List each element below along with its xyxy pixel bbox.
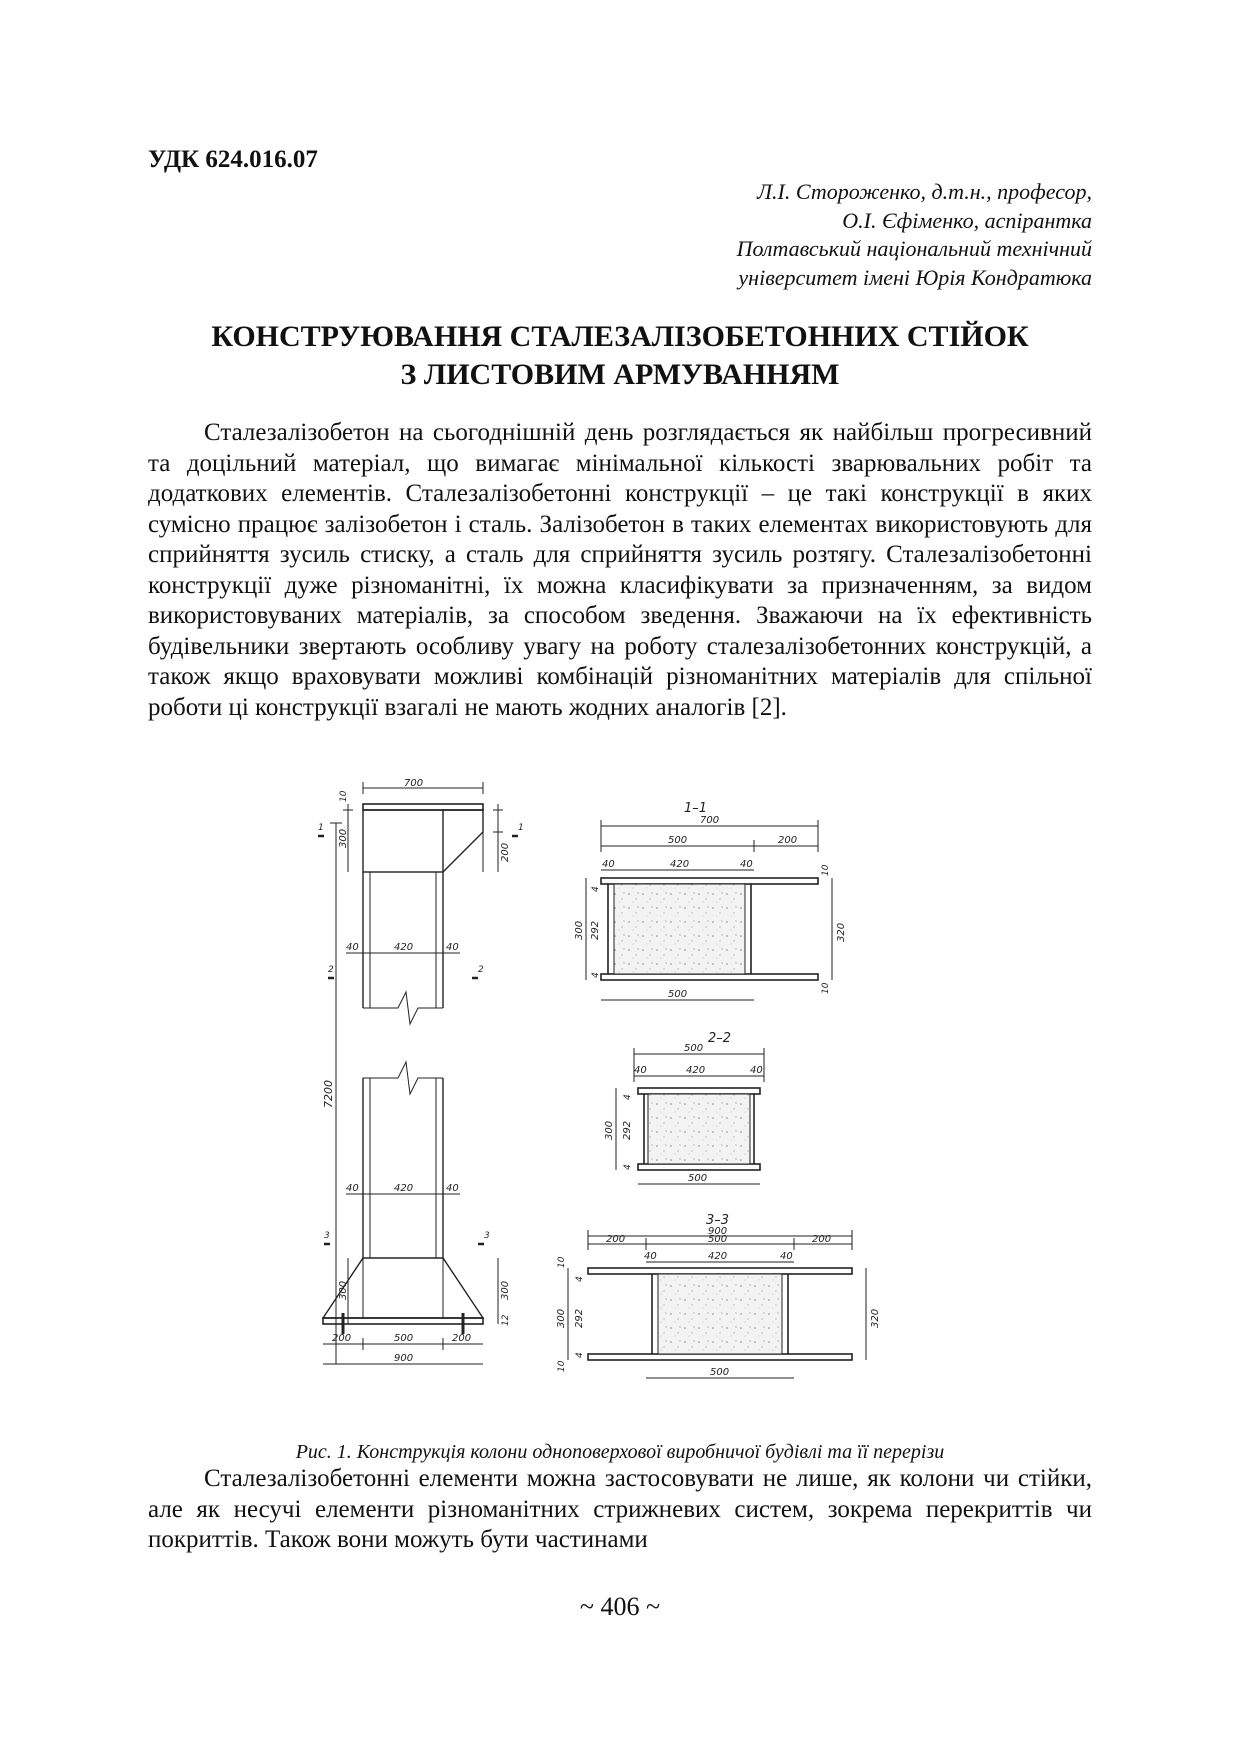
s3-part-3: 200	[812, 1234, 832, 1245]
section-mark-2-right: 2	[478, 965, 484, 975]
base-dim-1: 200	[332, 1333, 352, 1344]
title-line-2: З ЛИСТОВИМ АРМУВАННЯМ	[400, 358, 840, 391]
s3-left-1: 300	[556, 1308, 567, 1328]
s2-overall: 500	[684, 1043, 704, 1054]
s1-bottom: 500	[668, 989, 688, 1000]
s3-bottom: 500	[710, 1367, 730, 1378]
section-3-label: 3–3	[706, 1213, 730, 1228]
s3-part-2: 500	[708, 1234, 728, 1245]
s3-overall: 900	[708, 1226, 728, 1237]
dim-top-1: 10	[339, 790, 349, 802]
s3-left-3: 4	[575, 1276, 585, 1282]
s1-overall: 700	[700, 815, 720, 826]
section-2-label: 2–2	[708, 1031, 732, 1046]
s2-inner-2: 420	[686, 1065, 706, 1076]
section-mark-1-left: 1	[318, 823, 324, 833]
base-dim-3: 200	[452, 1333, 472, 1344]
s3-left-5: 10	[557, 1256, 567, 1268]
web-dim-5: 420	[394, 1183, 414, 1194]
section-1-label: 1–1	[684, 801, 708, 816]
affiliation-line: університет імені Юрія Кондратюка	[738, 264, 1092, 290]
s2-bottom: 500	[688, 1173, 708, 1184]
s2-left-4: 4	[623, 1164, 633, 1170]
web-dim-6: 40	[446, 1183, 459, 1194]
dim-base-right: 300	[500, 1280, 511, 1300]
s1-inner-1: 40	[602, 859, 615, 870]
s3-part-1: 200	[606, 1234, 626, 1245]
s3-inner-3: 40	[780, 1251, 793, 1262]
author-block	[392, 178, 1092, 292]
section-mark-1-right: 1	[518, 823, 524, 833]
author-line: О.І. Єфіменко, аспірантка	[842, 207, 1092, 233]
body-paragraph-1: Сталезалізобетон на сьогоднішній день розглядається як найбільш прогресивний та доцільний матеріал, що вимагає мінімальної кількості зварювальних робіт та додаткових елементів. Сталезалізобетонні конструкції – це такі конструкції в яких сумісно працює залізобетон і сталь. Залізобетон в таких елементах використовують для сприйняття зусиль стиску, а сталь для сприйняття зусиль розтягу. Сталезалізобетонні конструкції дуже різноманітні, їх можна класифікувати за призначенням, за видом використовуваних матеріалів, за способом зведення. Зважаючи на їх ефективність будівельники звертають особливу увагу на роботу сталезалізобетонних конструкцій, а також якщо враховувати можливі комбінацій різноманітних матеріалів для спільної роботи ці конструкції взагалі не мають жодних аналогів [2].	[148, 419, 1092, 721]
s3-left-4: 4	[575, 1352, 585, 1358]
base-total: 900	[394, 1353, 414, 1364]
drawing-svg	[318, 778, 958, 1426]
s1-inner-3: 40	[740, 859, 753, 870]
s2-inner-1: 40	[634, 1065, 647, 1076]
section-mark-3-left: 3	[324, 1231, 330, 1241]
s1-inner-2: 420	[670, 859, 690, 870]
s1-right-2: 10	[821, 864, 831, 876]
figure-caption: Рис. 1. Конструкція колони одноповерхової виробничої будівлі та її перерізи	[295, 1441, 945, 1463]
affiliation-line: Полтавський національний технічний	[736, 236, 1092, 261]
title-line-1: КОНСТРУЮВАННЯ СТАЛЕЗАЛІЗОБЕТОННИХ СТІЙОК	[211, 320, 1029, 353]
s3-left-6: 10	[557, 1360, 567, 1372]
section-mark-2-left: 2	[328, 965, 334, 975]
dim-top-3: 200	[500, 842, 511, 862]
paper-title	[148, 318, 1092, 394]
dim-base-left: 300	[338, 1280, 349, 1300]
dim-base-plate: 12	[501, 1314, 511, 1326]
web-dim-2: 420	[394, 942, 414, 953]
dim-total-height: 7200	[322, 1080, 335, 1108]
body-paragraph-2: Сталезалізобетонні елементи можна застосовувати не лише, як колони чи стійки, але як несучі елементи різноманітних стрижневих систем, зокрема перекриттів чи покриттів. Також вони можуть бути частинами	[148, 1465, 1092, 1553]
s3-inner-2: 420	[708, 1251, 728, 1262]
s1-right-3: 10	[821, 982, 831, 994]
s1-right-1: 320	[836, 922, 847, 942]
section-mark-3-right: 3	[484, 1231, 490, 1241]
s1-left-4: 4	[591, 972, 601, 978]
s1-left-1: 300	[574, 920, 585, 940]
s3-inner-1: 40	[644, 1251, 657, 1262]
column-drawing-figure	[318, 778, 958, 1426]
web-dim-3: 40	[446, 942, 459, 953]
web-dim-1: 40	[346, 942, 359, 953]
udk-code: УДК 624.016.07	[148, 146, 318, 173]
base-dim-2: 500	[394, 1333, 414, 1344]
s2-left-1: 300	[604, 1120, 615, 1140]
s1-left-2: 292	[590, 920, 601, 940]
dim-top-width: 700	[404, 778, 424, 789]
page-number: ~ 406 ~	[579, 1592, 661, 1621]
s2-inner-3: 40	[750, 1065, 763, 1076]
s1-left-3: 4	[591, 886, 601, 892]
web-dim-4: 40	[346, 1183, 359, 1194]
dim-top-2: 300	[338, 828, 349, 848]
s2-left-3: 4	[623, 1094, 633, 1100]
s2-left-2: 292	[622, 1120, 633, 1140]
s3-right-1: 320	[870, 1308, 881, 1328]
s1-part-1: 500	[668, 835, 688, 846]
s1-part-2: 200	[778, 835, 798, 846]
s3-left-2: 292	[574, 1308, 585, 1328]
author-line: Л.І. Стороженко, д.т.н., професор,	[757, 179, 1092, 204]
